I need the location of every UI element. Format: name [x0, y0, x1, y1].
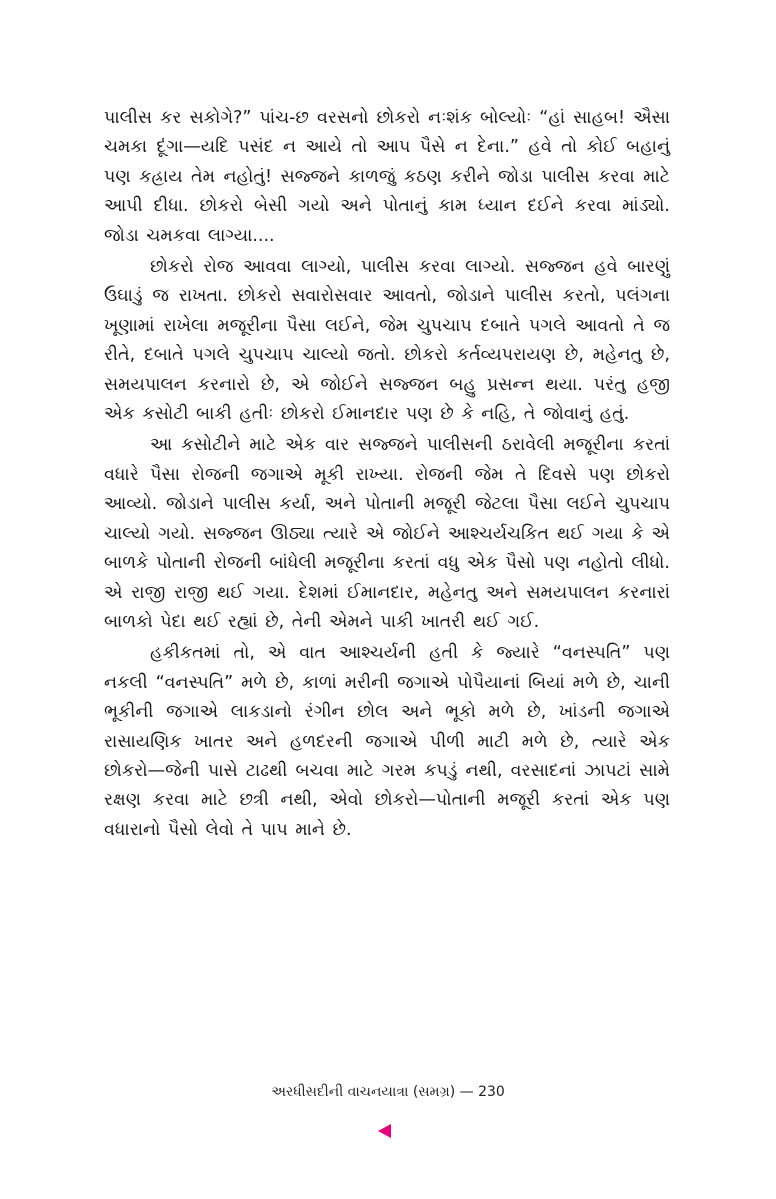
previous-page-icon[interactable]: [378, 1124, 391, 1138]
paragraph-3: આ કસોટીને માટે એક વાર સજ્જને પાલીસની ઠરાવેલી મજૂરીના કરતાં વધારે પૈસા રોજની જગાએ મૂકી રાખ્યા. રોજની જેમ તે દિવસે પણ છોકરો આવ્યો. જોડાને પાલીસ કર્યા, અને પોતાની મજૂરી જેટલા પૈસા લઈને ચુપચાપ ચાલ્યો ગયો. સજ્જન ઊઠ્યા ત્યારે એ જોઈને આશ્ચર્યચકિત થઈ ગયા કે એ બાળકે પોતાની રોજની બાંધેલી મજૂરીના કરતાં વધુ એક પૈસો પણ નહોતો લીધો. એ રાજી રાજી થઈ ગયા. દેશમાં ઈમાનદાર, મહેનતુ અને સમયપાલન કરનારાં બાળકો પેદા થઈ રહ્યાં છે, તેની એમને પાકી ખાતરી થઈ ગઈ.: [104, 435, 670, 632]
paragraph-1: પાલીસ કર સકોગે?” પાંચ-છ વરસનો છોકરો નઃશંક બોલ્યોઃ “હાં સાહબ! ઐસા ચમકા દૂંગા—યદિ પસંદ ન આયે તો આપ પૈસે ન દેના.” હવે તો કોઈ બહાનું પણ કહ્રાય તેમ નહોતું! સજ્જને કાળજું કઠણ કરીને જોડા પાલીસ કરવા માટે આપી દીધા. છોકરો બેસી ગયો અને પોતાનું કામ ધ્યાન દઈને કરવા માંડ્યો. જોડા ચમકવા લાગ્યા....: [104, 108, 670, 246]
page-footer: અરધીસદીની વાચનયાત્રા (સમગ્ર) — 230: [271, 1084, 505, 1100]
body-text: [104, 104, 670, 847]
paragraph-4: હકીકતમાં તો, એ વાત આશ્ચર્યની હતી કે જ્યારે “વનસ્પતિ” પણ નકલી “વનસ્પતિ” મળે છે, કાળાં મરીની જગાએ પોપૈયાનાં બિયાં મળે છે, ચાની ભૂકીની જગાએ લાકડાનો રંગીન છોલ અને ભૂકો મળે છે, ખાંડની જગાએ રાસાયણિક ખાતર અને હળદરની જગાએ પીળી માટી મળે છે, ત્યારે એક છોકરો—જેની પાસે ટાઢથી બચવા માટે ગરમ કપડું નથી, વરસાદનાં ઝાપટાં સામે રક્ષણ કરવા માટે છત્રી નથી, એવો છોકરો—પોતાની મજૂરી કરતાં એક પણ વધારાનો પૈસો લેવો તે પાપ માને છે.: [104, 643, 670, 840]
paragraph-2: છોકરો રોજ આવવા લાગ્યો, પાલીસ કરવા લાગ્યો. સજ્જન હવે બારણું ઉઘાડું જ રાખતા. છોકરો સવારોસવાર આવતો, જોડાને પાલીસ કરતો, પલંગના ખૂણામાં રાખેલા મજૂરીના પૈસા લઈને, જેમ ચુપચાપ દબાતે પગલે આવતો તે જ રીતે, દબાતે પગલે ચુપચાપ ચાલ્યો જતો. છોકરો કર્તવ્યપરાયણ છે, મહેનતુ છે, સમયપાલન કરનારો છે, એ જોઈને સજ્જન બહુ પ્રસન્ન થયા. પરંતુ હજી એક કસોટી બાકી હતીઃ છોકરો ઈમાનદાર પણ છે કે નહિ, તે જોવાનું હતું.: [104, 257, 670, 425]
